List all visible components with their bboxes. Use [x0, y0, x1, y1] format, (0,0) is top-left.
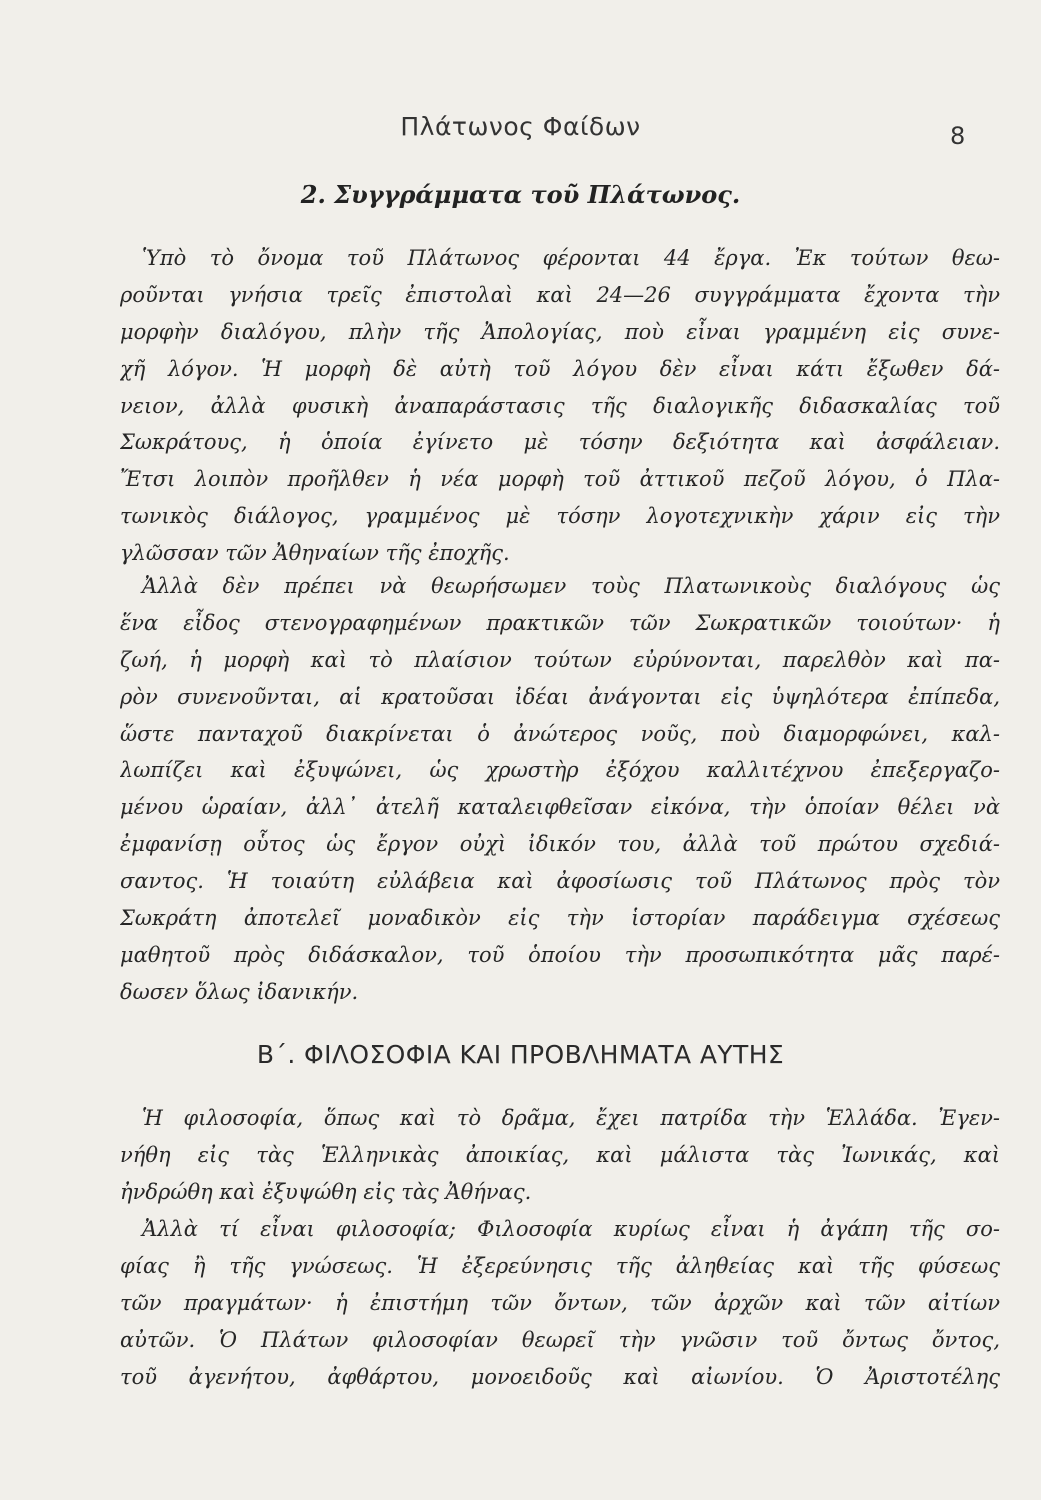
text-line: φίας ἢ τῆς γνώσεως. Ἡ ἐξερεύνησις τῆς ἀληθείας καὶ τῆς φύσεως	[120, 1253, 1000, 1278]
text-line: ζωή, ἡ μορφὴ καὶ τὸ πλαίσιον τούτων εὐρύνονται, παρελθὸν καὶ πα-	[120, 647, 1000, 672]
text-line: λωπίζει καὶ ἐξυψώνει, ὡς χρωστὴρ ἐξόχου καλλιτέχνου ἐπεξεργαζο-	[120, 758, 1000, 783]
text-line: τοῦ ἀγενήτου, ἀφθάρτου, μονοειδοῦς καὶ αἰωνίου. Ὁ Ἀριστοτέλης	[120, 1364, 1000, 1389]
chapter-heading: Β΄. ΦΙΛΟΣΟΦΙΑ ΚΑΙ ΠΡΟΒΛΗΜΑΤΑ ΑΥΤΗΣ	[256, 1040, 785, 1069]
paragraph-1	[120, 240, 1000, 572]
text-line: μορφὴν διαλόγου, πλὴν τῆς Ἀπολογίας, ποὺ εἶναι γραμμένη εἰς συνε-	[120, 319, 1000, 344]
text-line: σαντος. Ἡ τοιαύτη εὐλάβεια καὶ ἀφοσίωσις τοῦ Πλάτωνος πρὸς τὸν	[120, 869, 1000, 894]
text-line: Ἀλλὰ δὲν πρέπει νὰ θεωρήσωμεν τοὺς Πλατωνικοὺς διαλόγους ὡς	[142, 574, 1000, 598]
text-line: ἕνα εἶδος στενογραφημένων πρακτικῶν τῶν Σωκρατικῶν τοιούτων· ἡ	[120, 610, 1000, 635]
running-title: Πλάτωνος Φαίδων	[400, 112, 641, 141]
page-number: 8	[950, 122, 966, 150]
text-line: μένου ὡραίαν, ἀλλ᾽ ἀτελῆ καταλειφθεῖσαν εἰκόνα, τὴν ὁποίαν θέλει νὰ	[120, 795, 1000, 820]
text-line: δωσεν ὅλως ἰδανικήν.	[120, 979, 359, 1004]
text-line: Ὑπὸ τὸ ὄνομα τοῦ Πλάτωνος φέρονται 44 ἔργα. Ἐκ τούτων θεω-	[142, 246, 1000, 270]
text-line: ροῦνται γνήσια τρεῖς ἐπιστολαὶ καὶ 24—26 συγγράμματα ἔχοντα τὴν	[120, 282, 1000, 307]
text-line: τωνικὸς διάλογος, γραμμένος μὲ τόσην λογοτεχνικὴν χάριν εἰς τὴν	[120, 504, 1000, 529]
paragraph-2	[120, 568, 1000, 1011]
text-line: Σωκράτους, ἡ ὁποία ἐγίνετο μὲ τόσην δεξιότητα καὶ ἀσφάλειαν.	[120, 430, 1000, 455]
text-line: νήθη εἰς τὰς Ἑλληνικὰς ἀποικίας, καὶ μάλιστα τὰς Ἰωνικάς, καὶ	[120, 1142, 1000, 1167]
text-line: Ἀλλὰ τί εἶναι φιλοσοφία; Φιλοσοφία κυρίως εἶναι ἡ ἀγάπη τῆς σο-	[142, 1217, 1000, 1241]
text-line: Ἔτσι λοιπὸν προῆλθεν ἡ νέα μορφὴ τοῦ ἀττικοῦ πεζοῦ λόγου, ὁ Πλα-	[120, 467, 1000, 492]
text-line: ἐμφανίσῃ οὗτος ὡς ἔργον οὐχὶ ἰδικόν του, ἀλλὰ τοῦ πρώτου σχεδιά-	[120, 832, 1000, 857]
text-line: νειον, ἀλλὰ φυσικὴ ἀναπαράστασις τῆς διαλογικῆς διδασκαλίας τοῦ	[120, 393, 1000, 418]
text-line: ἠνδρώθη καὶ ἐξυψώθη εἰς τὰς Ἀθήνας.	[120, 1179, 532, 1204]
text-line: αὐτῶν. Ὁ Πλάτων φιλοσοφίαν θεωρεῖ τὴν γνῶσιν τοῦ ὄντως ὄντος,	[120, 1327, 1000, 1352]
paragraph-3	[120, 1100, 1000, 1211]
text-line: Σωκράτη ἀποτελεῖ μοναδικὸν εἰς τὴν ἱστορίαν παράδειγμα σχέσεως	[120, 906, 1000, 931]
text-line: χῆ λόγον. Ἡ μορφὴ δὲ αὐτὴ τοῦ λόγου δὲν εἶναι κάτι ἔξωθεν δά-	[120, 356, 1000, 381]
text-line: μαθητοῦ πρὸς διδάσκαλον, τοῦ ὁποίου τὴν προσωπικότητα μᾶς παρέ-	[120, 942, 1000, 967]
text-line: τῶν πραγμάτων· ἡ ἐπιστήμη τῶν ὄντων, τῶν ἀρχῶν καὶ τῶν αἰτίων	[120, 1290, 1000, 1315]
text-line: Ἡ φιλοσοφία, ὅπως καὶ τὸ δρᾶμα, ἔχει πατρίδα τὴν Ἑλλάδα. Ἐγεν-	[142, 1106, 1000, 1130]
paragraph-4	[120, 1211, 1000, 1395]
text-line: ὥστε πανταχοῦ διακρίνεται ὁ ἀνώτερος νοῦς, ποὺ διαμορφώνει, καλ-	[120, 721, 1000, 746]
text-line: ρὸν συνενοῦνται, αἱ κρατοῦσαι ἰδέαι ἀνάγονται εἰς ὑψηλότερα ἐπίπεδα,	[120, 684, 1000, 709]
section-heading: 2. Συγγράμματα τοῦ Πλάτωνος.	[300, 180, 741, 209]
text-line: γλῶσσαν τῶν Ἀθηναίων τῆς ἐποχῆς.	[120, 541, 510, 566]
